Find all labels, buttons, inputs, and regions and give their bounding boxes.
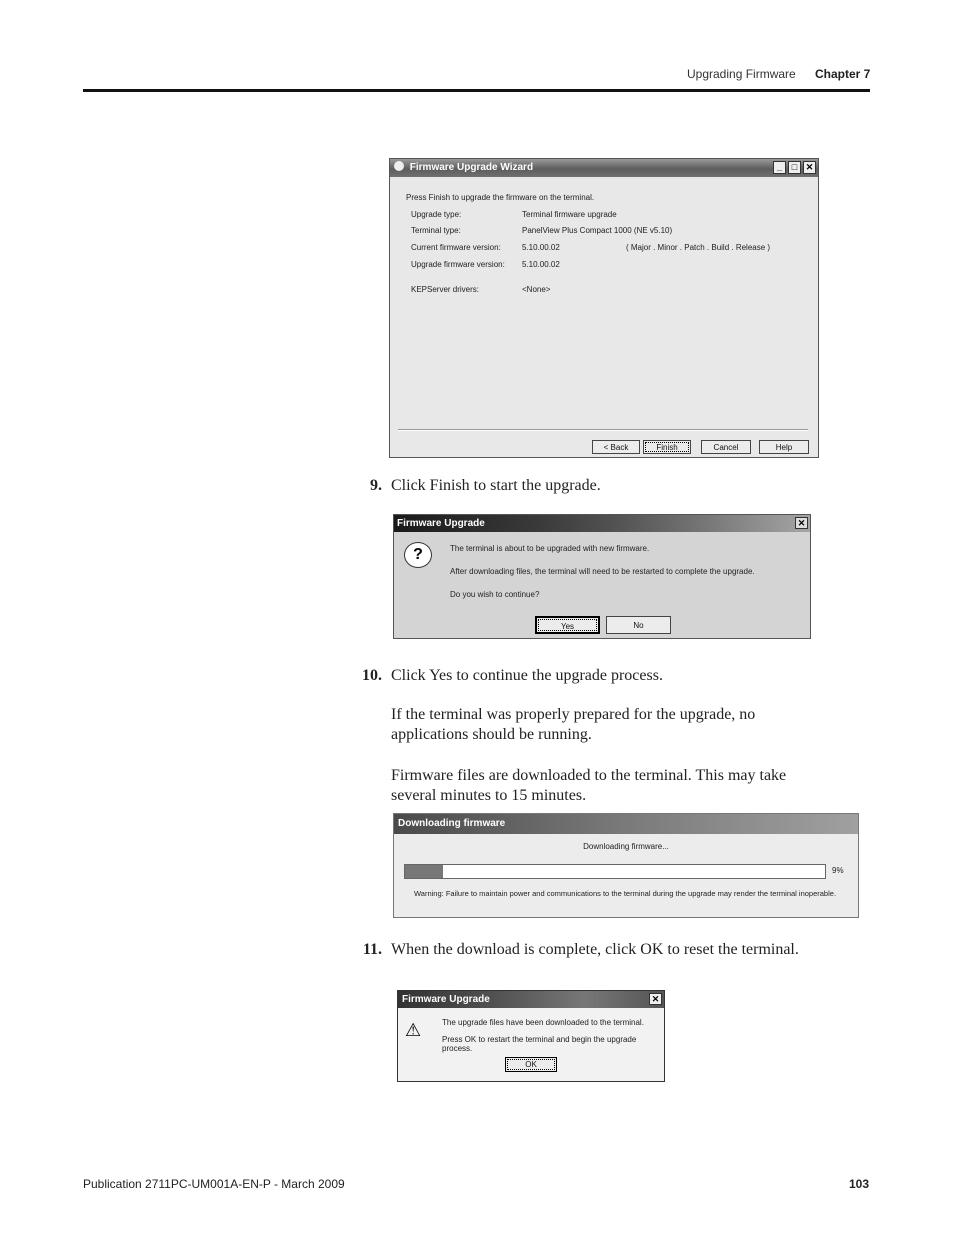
step-11-number: 11. xyxy=(362,941,382,958)
download-percent: 9% xyxy=(832,866,844,875)
download-warning: Warning: Failure to maintain power and communications to the terminal during the upgrade may render the terminal inoperable. xyxy=(414,889,837,898)
close-icon[interactable]: ✕ xyxy=(649,993,662,1005)
upgrade-version-value: 5.10.00.02 xyxy=(522,260,560,269)
wizard-title: Firmware Upgrade Wizard xyxy=(409,162,534,173)
header-chapter: Chapter 7 xyxy=(815,67,871,81)
done-line-1: The upgrade files have been downloaded to the terminal. xyxy=(442,1018,644,1027)
confirm-line-3: Do you wish to continue? xyxy=(450,590,540,599)
close-icon[interactable]: ✕ xyxy=(803,161,816,174)
wizard-dialog xyxy=(389,158,819,458)
step-10-paragraph-2 xyxy=(391,766,786,806)
wizard-title-bar xyxy=(390,159,818,177)
maximize-icon[interactable]: □ xyxy=(788,161,801,174)
yes-button[interactable]: Yes xyxy=(535,616,600,634)
header-rule xyxy=(83,89,870,92)
cancel-button[interactable]: Cancel xyxy=(701,440,751,454)
para-1-line-1: If the terminal was properly prepared for the upgrade, no xyxy=(391,706,756,723)
confirm-title-bar xyxy=(394,515,810,532)
terminal-type-value: PanelView Plus Compact 1000 (NE v5.10) xyxy=(522,226,673,235)
para-2-line-2: several minutes to 15 minutes. xyxy=(391,787,587,804)
current-version-value: 5.10.00.02 xyxy=(522,243,560,252)
download-dialog xyxy=(393,813,859,918)
header-section-title: Upgrading Firmware xyxy=(687,67,796,81)
no-button[interactable]: No xyxy=(606,616,671,634)
para-1-line-2: applications should be running. xyxy=(391,726,592,743)
wizard-separator xyxy=(398,429,808,431)
done-title: Firmware Upgrade xyxy=(402,994,490,1005)
confirm-line-2: After downloading files, the terminal will need to be restarted to complete the upgrade. xyxy=(450,567,755,576)
warning-icon: ⚠ xyxy=(405,1020,422,1040)
ok-button[interactable]: OK xyxy=(505,1057,557,1072)
download-status: Downloading firmware... xyxy=(583,842,669,851)
footer-page-number: 103 xyxy=(849,1177,870,1191)
step-9-number: 9. xyxy=(370,477,382,494)
step-10-number: 10. xyxy=(362,667,382,684)
kepserver-label: KEPServer drivers: xyxy=(411,285,480,294)
confirm-title: Firmware Upgrade xyxy=(397,518,485,529)
confirm-dialog xyxy=(393,514,811,639)
download-progress-bar xyxy=(404,864,826,879)
kepserver-value: <None> xyxy=(522,285,551,294)
back-button[interactable]: < Back xyxy=(592,440,640,454)
upgrade-type-label: Upgrade type: xyxy=(411,210,462,219)
question-icon: ? xyxy=(404,542,432,568)
step-10-paragraph-1 xyxy=(391,705,755,745)
done-line-2: Press OK to restart the terminal and begin the upgrade process. xyxy=(442,1035,637,1053)
done-title-bar xyxy=(398,991,664,1008)
upgrade-type-value: Terminal firmware upgrade xyxy=(522,210,617,219)
download-title: Downloading firmware xyxy=(398,818,506,829)
step-9-text: Click Finish to start the upgrade. xyxy=(391,477,601,494)
current-version-label: Current firmware version: xyxy=(411,243,501,252)
help-button[interactable]: Help xyxy=(759,440,809,454)
wizard-app-icon xyxy=(394,161,404,171)
close-icon[interactable]: ✕ xyxy=(795,517,808,529)
step-11-text: When the download is complete, click OK to reset the terminal. xyxy=(391,941,799,958)
terminal-type-label: Terminal type: xyxy=(411,226,461,235)
finish-button[interactable]: Finish xyxy=(643,440,691,454)
minimize-icon[interactable]: _ xyxy=(773,161,786,174)
download-title-bar xyxy=(394,814,858,834)
download-progress-fill xyxy=(405,865,443,878)
confirm-line-1: The terminal is about to be upgraded with new firmware. xyxy=(450,544,650,553)
para-2-line-1: Firmware files are downloaded to the terminal. This may take xyxy=(391,767,787,784)
upgrade-version-label: Upgrade firmware version: xyxy=(411,260,505,269)
footer-publication: Publication 2711PC-UM001A-EN-P - March 2009 xyxy=(83,1177,345,1191)
step-10-text: Click Yes to continue the upgrade process. xyxy=(391,667,663,684)
done-dialog xyxy=(397,990,665,1082)
version-format-note: ( Major . Minor . Patch . Build . Release ) xyxy=(626,243,771,252)
wizard-intro: Press Finish to upgrade the firmware on the terminal. xyxy=(406,193,595,202)
